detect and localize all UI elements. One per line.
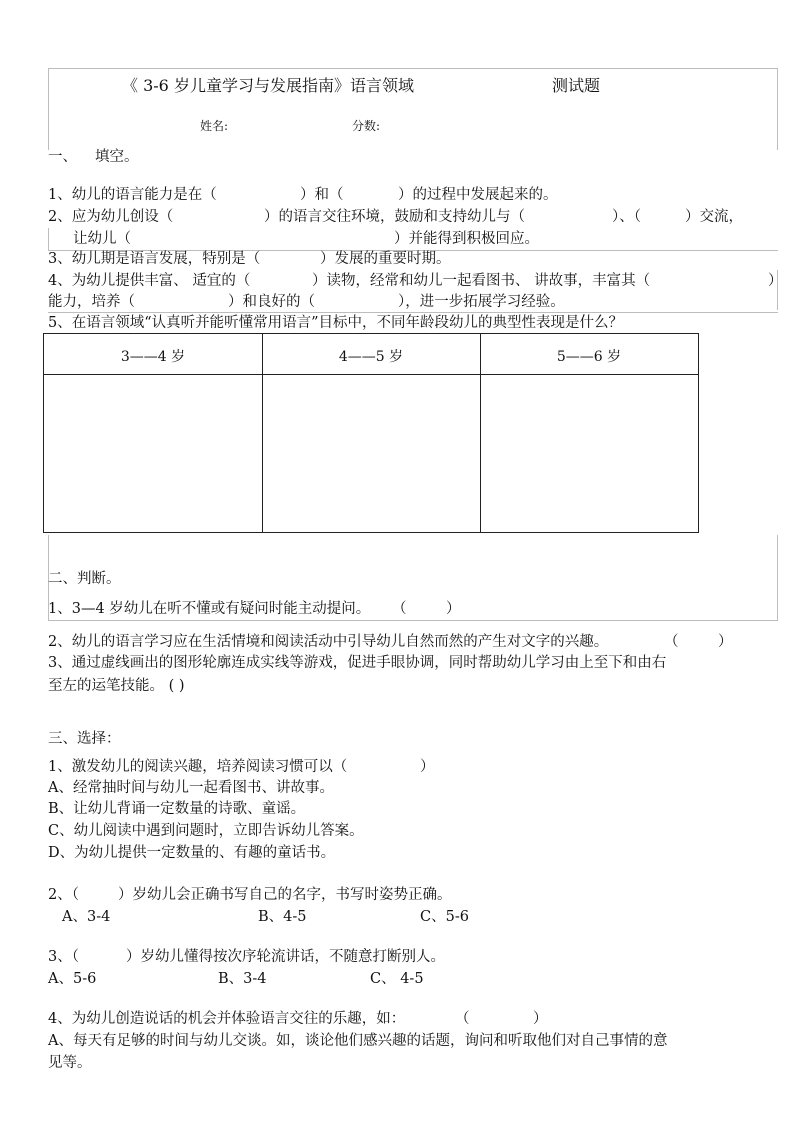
name-label: 姓名: — [200, 119, 229, 133]
s3-q2-option-a: A、3-4 — [62, 909, 111, 925]
age-header-5-6: 5——6 岁 — [556, 349, 622, 365]
s1-q4-c: ） — [768, 273, 783, 289]
s3-q3-option-b: B、3-4 — [218, 971, 267, 987]
page-title: 《 3-6 岁儿童学习与发展指南》语言领域 — [122, 76, 414, 95]
s1-q2b-a: 让幼儿（ — [73, 231, 131, 247]
s2-q2-close: ） — [718, 634, 733, 650]
s3-q4-option-a-line2: 见等。 — [48, 1055, 92, 1071]
scan-line-bottom-2 — [48, 620, 778, 621]
scan-line-mid-2 — [48, 312, 778, 313]
s2-q2-open: （ — [664, 634, 679, 650]
s1-q2-c: ）、（ — [612, 209, 641, 225]
scan-line-left-2 — [48, 228, 49, 250]
s3-q4-close: ） — [533, 1011, 548, 1027]
s3-q3-option-c: C、 4-5 — [370, 971, 424, 987]
score-label: 分数: — [352, 119, 381, 133]
s3-q3-option-a: A、5-6 — [48, 971, 97, 987]
s3-q4-open: （ — [455, 1011, 470, 1027]
s3-q3-b: ）岁幼儿懂得按次序轮流讲话，不随意打断别人。 — [126, 949, 445, 965]
section3-heading: 三、选择： — [48, 731, 121, 747]
s3-q1-option-a: A、经常抽时间与幼儿一起看图书、讲故事。 — [48, 780, 334, 796]
section1-heading: 填空。 — [95, 149, 139, 165]
s1-q3-a: 3、幼儿期是语言发展，特别是（ — [48, 251, 261, 267]
s3-q2-a: 2、（ — [48, 887, 79, 903]
s1-q2-a: 2、应为幼儿创设（ — [48, 209, 174, 225]
s3-q2-option-b: B、4-5 — [258, 909, 307, 925]
age-header-3-4: 3——4 岁 — [120, 349, 186, 365]
s1-q4-a: 4、为幼儿提供丰富、 适宜的（ — [48, 273, 251, 289]
s2-q3-line1: 3、通过虚线画出的图形轮廓连成实线等游戏，促进手眼协调，同时帮助幼儿学习由上至下和由右 — [48, 655, 667, 671]
page-title-suffix: 测试题 — [552, 76, 601, 95]
s3-q2-b: ）岁幼儿会正确书写自己的名字，书写时姿势正确。 — [118, 887, 452, 903]
s1-q2-b: ）的语言交往环境，鼓励和支持幼儿与（ — [264, 209, 525, 225]
s3-q1-text: 1、激发幼儿的阅读兴趣，培养阅读习惯可以（ — [48, 759, 348, 775]
s2-q1-open: （ — [392, 601, 407, 617]
s2-q2-text: 2、幼儿的语言学习应在生活情境和阅读活动中引导幼儿自然而然的产生对文字的兴趣。 — [48, 634, 609, 650]
s2-q1-text: 1、3—4 岁幼儿在听不懂或有疑问时能主动提问。 — [48, 601, 371, 617]
s3-q1-option-b: B、让幼儿背诵一定数量的诗歌、童谣。 — [48, 801, 306, 817]
s3-q4-option-a-line1: A、每天有足够的时间与幼儿交谈。如，谈论他们感兴趣的话题，询问和听取他们对自己事情的意 — [48, 1033, 668, 1049]
s2-q3-line2: 至左的运笔技能。 ( ) — [48, 678, 185, 694]
s1-q2-d: ）交流， — [685, 209, 743, 225]
s3-q1-close: ） — [420, 759, 435, 775]
s1-q4b-c: ），进一步拓展学习经验。 — [398, 294, 565, 310]
s1-q1-b: ）和（ — [300, 187, 344, 203]
s1-q2b-b: ）并能得到积极回应。 — [394, 231, 539, 247]
s2-q1-close: ） — [446, 601, 461, 617]
s3-q1-option-d: D、为幼儿提供一定数量的、有趣的童话书。 — [48, 845, 336, 861]
scan-line-right — [777, 68, 778, 150]
s1-q4b-b: ）和良好的（ — [228, 294, 315, 310]
s1-q4b-a: 能力，培养（ — [48, 294, 135, 310]
scan-line-left — [48, 68, 49, 150]
s3-q1-option-c: C、幼儿阅读中遇到问题时，立即告诉幼儿答案。 — [48, 823, 364, 839]
age-header-4-5: 4——5 岁 — [338, 349, 404, 365]
age-table — [43, 333, 699, 533]
s1-q3-b: ）发展的重要时期。 — [320, 251, 451, 267]
s1-q5: 5、在语言领域“认真听并能听懂常用语言”目标中，不同年龄段幼儿的典型性表现是什么？ — [48, 315, 624, 331]
s3-q2-option-c: C、5-6 — [420, 909, 469, 925]
s3-q3-a: 3、（ — [48, 949, 79, 965]
s1-q1-c: ）的过程中发展起来的。 — [398, 187, 558, 203]
s3-q4-text: 4、为幼儿创造说话的机会并体验语言交往的乐趣，如： — [48, 1011, 406, 1027]
section1-heading-num: 一、 — [48, 149, 77, 165]
scan-line-top — [48, 68, 778, 69]
section2-heading: 二、判断。 — [48, 571, 121, 587]
s1-q4-b: ）读物，经常和幼儿一起看图书、 讲故事，丰富其（ — [312, 273, 651, 289]
s1-q1-a: 1、幼儿的语言能力是在（ — [48, 187, 217, 203]
scan-line-right-3 — [777, 535, 778, 620]
